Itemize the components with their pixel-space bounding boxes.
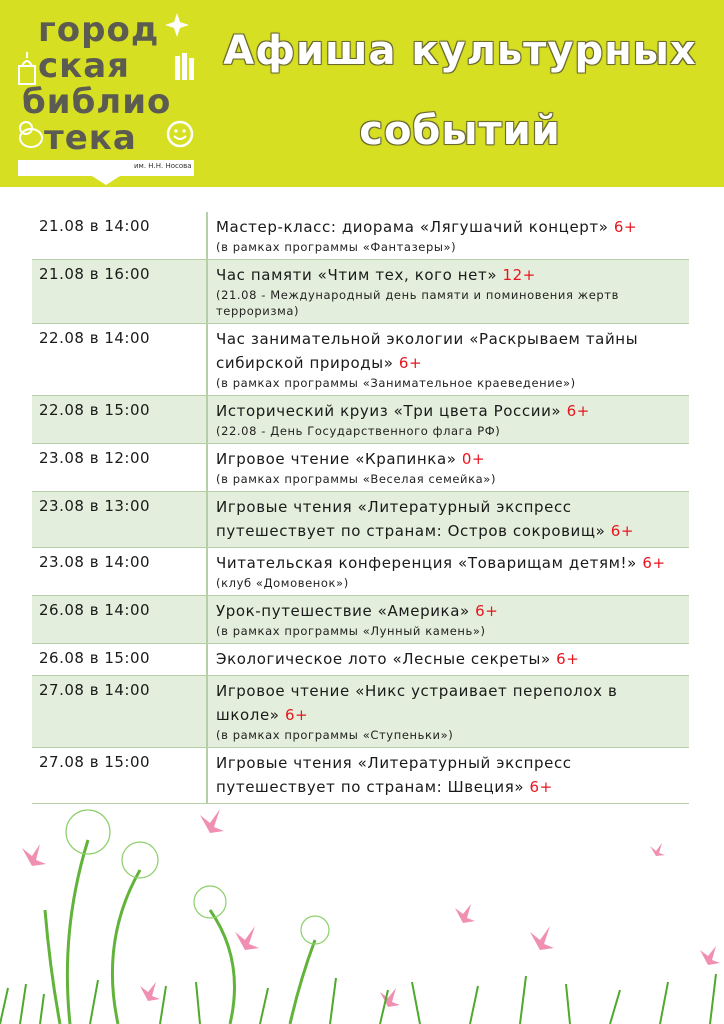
event-date: 21.08 в 16:00 — [39, 265, 151, 283]
logo-subtitle: им. Н.Н. Носова — [134, 162, 192, 170]
event-note: (в рамках программы «Занимательное краеведение») — [216, 376, 576, 390]
event-date: 21.08 в 14:00 — [39, 217, 151, 235]
event-details — [206, 260, 689, 323]
event-row — [32, 492, 689, 548]
event-note: (клуб «Домовенок») — [216, 576, 349, 590]
event-row — [32, 596, 689, 644]
event-title: Читательская конференция «Товарищам детям!» — [216, 554, 637, 572]
smiley-icon — [166, 120, 194, 148]
event-title: Игровое чтение «Крапинка» — [216, 450, 457, 468]
event-title-line — [216, 599, 685, 623]
event-date: 26.08 в 14:00 — [39, 601, 151, 619]
logo-text-line: библио — [22, 82, 172, 122]
event-note: (21.08 - Международный день памяти и поминовения жертв терроризма) — [216, 288, 619, 318]
event-row — [32, 644, 689, 676]
event-title-line — [216, 495, 685, 543]
event-title: Мастер-класс: диорама «Лягушачий концерт» — [216, 218, 609, 236]
age-rating-badge: 6+ — [613, 218, 638, 236]
church-icon — [16, 52, 38, 86]
age-rating-badge: 6+ — [529, 778, 553, 796]
sparkle-icon — [164, 12, 190, 38]
event-title: Исторический круиз «Три цвета России» — [216, 402, 562, 420]
event-date: 27.08 в 14:00 — [39, 681, 151, 699]
event-date: 23.08 в 12:00 — [39, 449, 151, 467]
event-title-line — [216, 263, 685, 287]
event-row — [32, 676, 689, 748]
event-title-line — [216, 327, 685, 375]
event-title-line — [216, 215, 685, 239]
age-rating-badge: 6+ — [566, 402, 590, 420]
age-rating-badge: 6+ — [610, 522, 635, 540]
event-title: Экологическое лото «Лесные секреты» — [216, 650, 551, 668]
event-details — [206, 644, 689, 675]
age-rating-badge: 0+ — [461, 450, 486, 468]
logo-text-line: город — [38, 10, 160, 50]
age-rating-badge: 6+ — [284, 706, 309, 724]
event-title-line — [216, 399, 685, 423]
event-date: 26.08 в 15:00 — [39, 649, 151, 667]
age-rating-badge: 6+ — [475, 602, 499, 620]
event-schedule — [32, 212, 689, 804]
age-rating-badge: 6+ — [556, 650, 580, 668]
event-row — [32, 444, 689, 492]
header-banner — [0, 0, 724, 187]
event-note: (в рамках программы «Веселая семейка») — [216, 472, 497, 486]
page-title-line2: событий — [359, 108, 561, 154]
event-details — [206, 548, 689, 595]
event-date: 22.08 в 14:00 — [39, 329, 151, 347]
event-note: (в рамках программы «Лунный камень») — [216, 624, 486, 638]
page-title-line1: Афиша культурных — [223, 28, 697, 74]
event-title: Игровые чтения «Литературный экспресс путешествует по странам: Остров сокровищ» — [216, 498, 606, 540]
event-details — [206, 212, 689, 259]
logo-text-line: тека — [44, 118, 137, 158]
event-title-line — [216, 551, 685, 575]
event-details — [206, 596, 689, 643]
event-details — [206, 444, 689, 491]
event-row — [32, 212, 689, 260]
event-title: Урок-путешествие «Америка» — [216, 602, 470, 620]
event-title-line — [216, 447, 685, 471]
event-title: Игровое чтение «Никс устраивает переполох в школе» — [216, 682, 618, 724]
dandelion-meadow-illustration — [0, 760, 724, 1024]
event-title: Час занимательной экологии «Раскрываем тайны сибирской природы» — [216, 330, 639, 372]
event-details — [206, 676, 689, 747]
event-date: 27.08 в 15:00 — [39, 753, 151, 771]
event-note: (22.08 - День Государственного флага РФ) — [216, 424, 501, 438]
age-rating-badge: 6+ — [398, 354, 423, 372]
open-book-icon — [16, 156, 196, 186]
event-details — [206, 396, 689, 443]
event-date: 23.08 в 13:00 — [39, 497, 151, 515]
books-icon — [174, 52, 196, 82]
event-row — [32, 396, 689, 444]
age-rating-badge: 12+ — [502, 266, 536, 284]
event-title-line — [216, 679, 685, 727]
dog-icon — [16, 120, 46, 152]
event-title-line — [216, 647, 685, 671]
event-title: Игровые чтения «Литературный экспресс путешествует по странам: Швеция» — [216, 754, 572, 796]
event-date: 23.08 в 14:00 — [39, 553, 151, 571]
event-row — [32, 548, 689, 596]
event-details — [206, 492, 689, 547]
event-details — [206, 324, 689, 395]
logo-text-line: ская — [38, 46, 131, 86]
library-logo — [16, 12, 196, 187]
event-row — [32, 260, 689, 324]
event-row — [32, 324, 689, 396]
event-title: Час памяти «Чтим тех, кого нет» — [216, 266, 498, 284]
event-date: 22.08 в 15:00 — [39, 401, 151, 419]
event-note: (в рамках программы «Фантазеры») — [216, 240, 457, 254]
event-note: (в рамках программы «Ступеньки») — [216, 728, 454, 742]
age-rating-badge: 6+ — [642, 554, 666, 572]
